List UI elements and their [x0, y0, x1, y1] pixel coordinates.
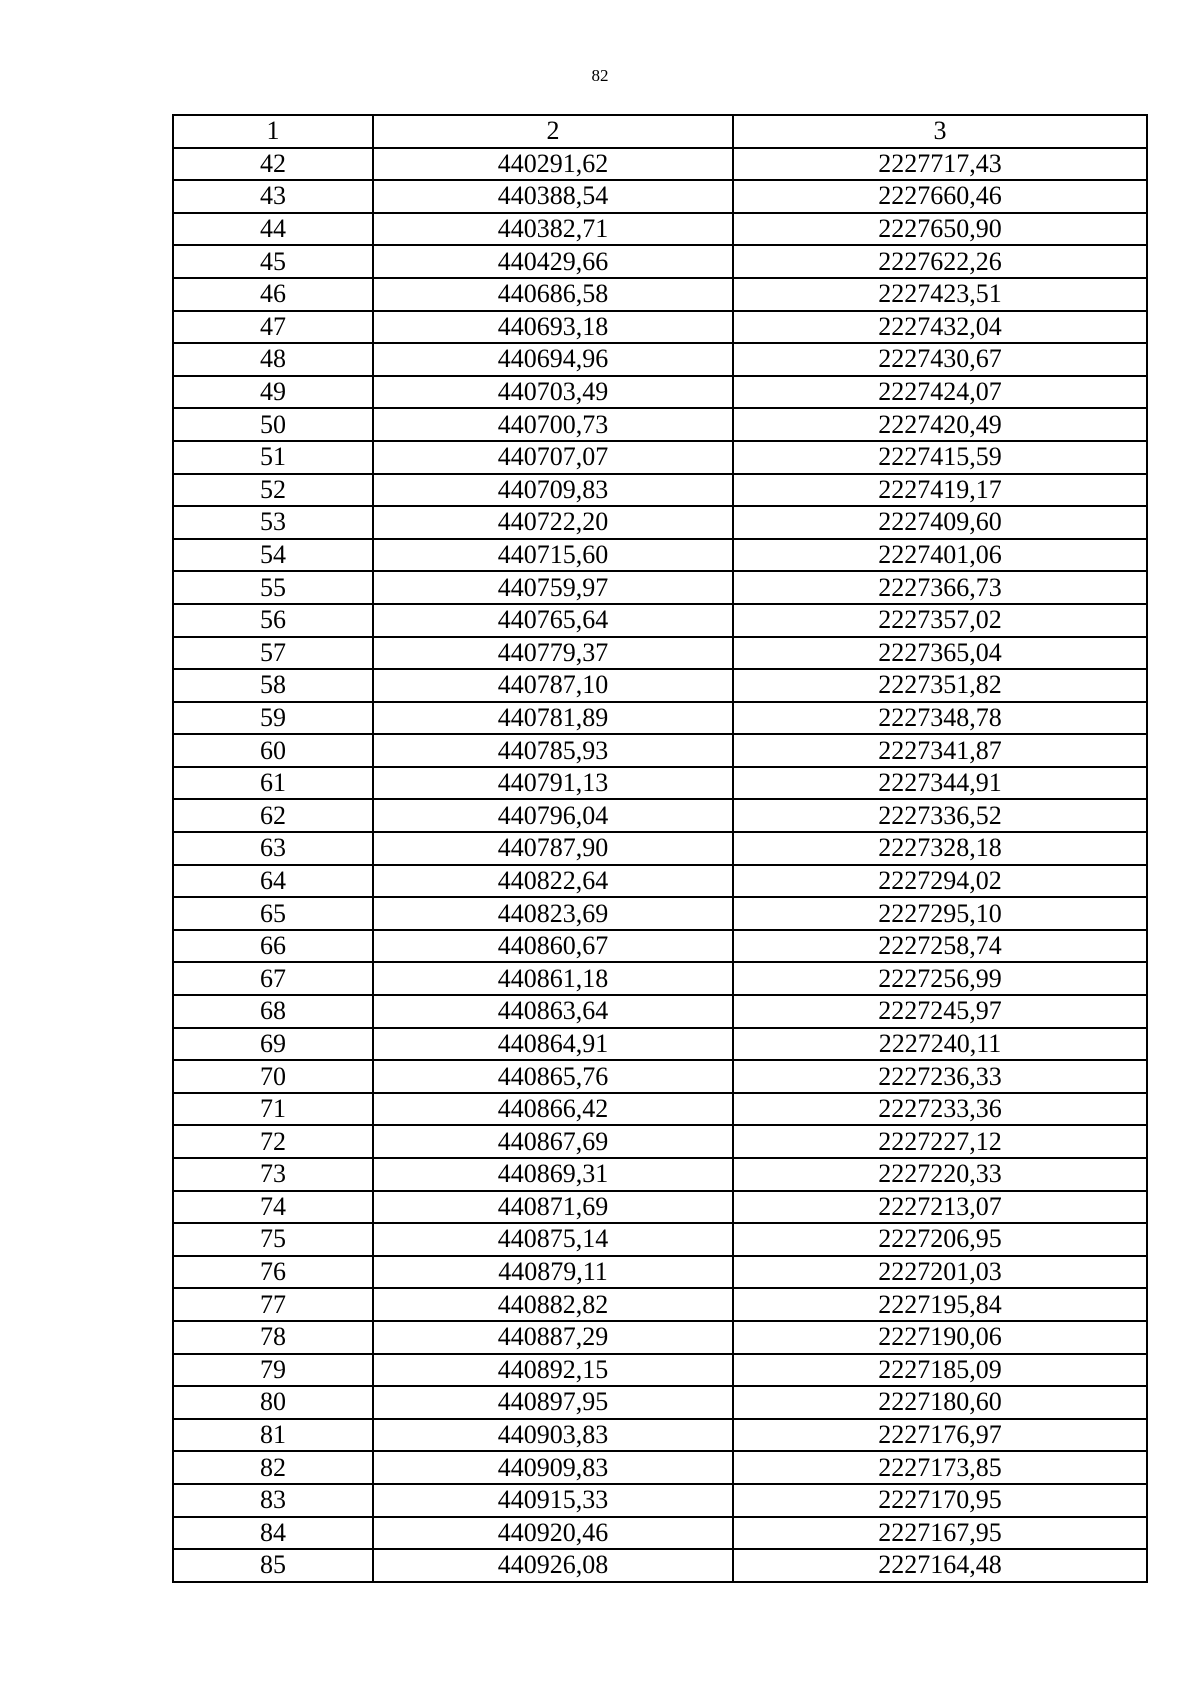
point-number-cell: 48 — [173, 343, 373, 376]
table-row — [173, 311, 1147, 344]
x-coordinate-cell: 440867,69 — [373, 1125, 733, 1158]
table-row — [173, 1517, 1147, 1550]
y-coordinate-cell: 2227164,48 — [733, 1549, 1147, 1582]
y-coordinate-cell: 2227180,60 — [733, 1386, 1147, 1419]
point-number-cell: 74 — [173, 1191, 373, 1224]
y-coordinate-cell: 2227420,49 — [733, 408, 1147, 441]
table-row — [173, 1158, 1147, 1191]
column-header-1: 1 — [173, 115, 373, 148]
table-row — [173, 799, 1147, 832]
table-row — [173, 930, 1147, 963]
x-coordinate-cell: 440765,64 — [373, 604, 733, 637]
point-number-cell: 71 — [173, 1093, 373, 1126]
x-coordinate-cell: 440926,08 — [373, 1549, 733, 1582]
table-row — [173, 148, 1147, 181]
y-coordinate-cell: 2227295,10 — [733, 897, 1147, 930]
x-coordinate-cell: 440866,42 — [373, 1093, 733, 1126]
table-row — [173, 995, 1147, 1028]
point-number-cell: 61 — [173, 767, 373, 800]
y-coordinate-cell: 2227415,59 — [733, 441, 1147, 474]
x-coordinate-cell: 440715,60 — [373, 539, 733, 572]
x-coordinate-cell: 440703,49 — [373, 376, 733, 409]
x-coordinate-cell: 440759,97 — [373, 571, 733, 604]
x-coordinate-cell: 440822,64 — [373, 865, 733, 898]
y-coordinate-cell: 2227328,18 — [733, 832, 1147, 865]
table-row — [173, 1549, 1147, 1582]
y-coordinate-cell: 2227357,02 — [733, 604, 1147, 637]
point-number-cell: 80 — [173, 1386, 373, 1419]
x-coordinate-cell: 440694,96 — [373, 343, 733, 376]
y-coordinate-cell: 2227233,36 — [733, 1093, 1147, 1126]
point-number-cell: 54 — [173, 539, 373, 572]
point-number-cell: 69 — [173, 1028, 373, 1061]
y-coordinate-cell: 2227201,03 — [733, 1256, 1147, 1289]
y-coordinate-cell: 2227336,52 — [733, 799, 1147, 832]
y-coordinate-cell: 2227341,87 — [733, 734, 1147, 767]
point-number-cell: 68 — [173, 995, 373, 1028]
x-coordinate-cell: 440791,13 — [373, 767, 733, 800]
table-row — [173, 571, 1147, 604]
column-header-3: 3 — [733, 115, 1147, 148]
x-coordinate-cell: 440382,71 — [373, 213, 733, 246]
point-number-cell: 82 — [173, 1451, 373, 1484]
table-row — [173, 1386, 1147, 1419]
x-coordinate-cell: 440686,58 — [373, 278, 733, 311]
y-coordinate-cell: 2227366,73 — [733, 571, 1147, 604]
y-coordinate-cell: 2227365,04 — [733, 637, 1147, 670]
point-number-cell: 52 — [173, 474, 373, 507]
point-number-cell: 43 — [173, 180, 373, 213]
y-coordinate-cell: 2227173,85 — [733, 1451, 1147, 1484]
y-coordinate-cell: 2227206,95 — [733, 1223, 1147, 1256]
point-number-cell: 60 — [173, 734, 373, 767]
point-number-cell: 73 — [173, 1158, 373, 1191]
table-row — [173, 343, 1147, 376]
x-coordinate-cell: 440785,93 — [373, 734, 733, 767]
x-coordinate-cell: 440909,83 — [373, 1451, 733, 1484]
x-coordinate-cell: 440864,91 — [373, 1028, 733, 1061]
table-row — [173, 1288, 1147, 1321]
table-row — [173, 1223, 1147, 1256]
table-row — [173, 897, 1147, 930]
y-coordinate-cell: 2227240,11 — [733, 1028, 1147, 1061]
point-number-cell: 47 — [173, 311, 373, 344]
table-row — [173, 278, 1147, 311]
point-number-cell: 85 — [173, 1549, 373, 1582]
y-coordinate-cell: 2227351,82 — [733, 669, 1147, 702]
table-row — [173, 702, 1147, 735]
y-coordinate-cell: 2227409,60 — [733, 506, 1147, 539]
y-coordinate-cell: 2227294,02 — [733, 865, 1147, 898]
y-coordinate-cell: 2227423,51 — [733, 278, 1147, 311]
x-coordinate-cell: 440882,82 — [373, 1288, 733, 1321]
y-coordinate-cell: 2227170,95 — [733, 1484, 1147, 1517]
table-row — [173, 213, 1147, 246]
table-row — [173, 376, 1147, 409]
table-row — [173, 539, 1147, 572]
table-row — [173, 1419, 1147, 1452]
y-coordinate-cell: 2227432,04 — [733, 311, 1147, 344]
table-row — [173, 1484, 1147, 1517]
y-coordinate-cell: 2227195,84 — [733, 1288, 1147, 1321]
table-row — [173, 1191, 1147, 1224]
point-number-cell: 50 — [173, 408, 373, 441]
table-row — [173, 1354, 1147, 1387]
point-number-cell: 56 — [173, 604, 373, 637]
point-number-cell: 64 — [173, 865, 373, 898]
x-coordinate-cell: 440291,62 — [373, 148, 733, 181]
point-number-cell: 49 — [173, 376, 373, 409]
table-row — [173, 1060, 1147, 1093]
table-row — [173, 1125, 1147, 1158]
point-number-cell: 55 — [173, 571, 373, 604]
x-coordinate-cell: 440429,66 — [373, 245, 733, 278]
point-number-cell: 76 — [173, 1256, 373, 1289]
y-coordinate-cell: 2227419,17 — [733, 474, 1147, 507]
point-number-cell: 45 — [173, 245, 373, 278]
y-coordinate-cell: 2227348,78 — [733, 702, 1147, 735]
y-coordinate-cell: 2227167,95 — [733, 1517, 1147, 1550]
point-number-cell: 84 — [173, 1517, 373, 1550]
x-coordinate-cell: 440796,04 — [373, 799, 733, 832]
x-coordinate-cell: 440865,76 — [373, 1060, 733, 1093]
point-number-cell: 81 — [173, 1419, 373, 1452]
table-row — [173, 669, 1147, 702]
table-row — [173, 1256, 1147, 1289]
table-row — [173, 734, 1147, 767]
y-coordinate-cell: 2227424,07 — [733, 376, 1147, 409]
y-coordinate-cell: 2227256,99 — [733, 962, 1147, 995]
point-number-cell: 72 — [173, 1125, 373, 1158]
x-coordinate-cell: 440787,10 — [373, 669, 733, 702]
point-number-cell: 79 — [173, 1354, 373, 1387]
x-coordinate-cell: 440861,18 — [373, 962, 733, 995]
point-number-cell: 46 — [173, 278, 373, 311]
x-coordinate-cell: 440860,67 — [373, 930, 733, 963]
y-coordinate-cell: 2227660,46 — [733, 180, 1147, 213]
x-coordinate-cell: 440700,73 — [373, 408, 733, 441]
x-coordinate-cell: 440722,20 — [373, 506, 733, 539]
x-coordinate-cell: 440915,33 — [373, 1484, 733, 1517]
x-coordinate-cell: 440871,69 — [373, 1191, 733, 1224]
y-coordinate-cell: 2227258,74 — [733, 930, 1147, 963]
point-number-cell: 78 — [173, 1321, 373, 1354]
point-number-cell: 65 — [173, 897, 373, 930]
x-coordinate-cell: 440892,15 — [373, 1354, 733, 1387]
table-row — [173, 962, 1147, 995]
x-coordinate-cell: 440388,54 — [373, 180, 733, 213]
y-coordinate-cell: 2227344,91 — [733, 767, 1147, 800]
table-body — [173, 148, 1147, 1582]
point-number-cell: 75 — [173, 1223, 373, 1256]
table-row — [173, 1093, 1147, 1126]
point-number-cell: 67 — [173, 962, 373, 995]
y-coordinate-cell: 2227220,33 — [733, 1158, 1147, 1191]
point-number-cell: 83 — [173, 1484, 373, 1517]
table-row — [173, 474, 1147, 507]
y-coordinate-cell: 2227430,67 — [733, 343, 1147, 376]
y-coordinate-cell: 2227236,33 — [733, 1060, 1147, 1093]
x-coordinate-cell: 440693,18 — [373, 311, 733, 344]
x-coordinate-cell: 440897,95 — [373, 1386, 733, 1419]
x-coordinate-cell: 440879,11 — [373, 1256, 733, 1289]
point-number-cell: 57 — [173, 637, 373, 670]
y-coordinate-cell: 2227650,90 — [733, 213, 1147, 246]
coordinates-table — [172, 114, 1148, 1583]
point-number-cell: 66 — [173, 930, 373, 963]
column-header-2: 2 — [373, 115, 733, 148]
y-coordinate-cell: 2227185,09 — [733, 1354, 1147, 1387]
point-number-cell: 59 — [173, 702, 373, 735]
table-row — [173, 832, 1147, 865]
y-coordinate-cell: 2227213,07 — [733, 1191, 1147, 1224]
point-number-cell: 51 — [173, 441, 373, 474]
x-coordinate-cell: 440779,37 — [373, 637, 733, 670]
table-row — [173, 865, 1147, 898]
table-row — [173, 408, 1147, 441]
table-row — [173, 637, 1147, 670]
y-coordinate-cell: 2227245,97 — [733, 995, 1147, 1028]
table-row — [173, 767, 1147, 800]
y-coordinate-cell: 2227622,26 — [733, 245, 1147, 278]
point-number-cell: 63 — [173, 832, 373, 865]
x-coordinate-cell: 440887,29 — [373, 1321, 733, 1354]
x-coordinate-cell: 440869,31 — [373, 1158, 733, 1191]
x-coordinate-cell: 440781,89 — [373, 702, 733, 735]
table-row — [173, 1028, 1147, 1061]
x-coordinate-cell: 440707,07 — [373, 441, 733, 474]
point-number-cell: 77 — [173, 1288, 373, 1321]
y-coordinate-cell: 2227401,06 — [733, 539, 1147, 572]
x-coordinate-cell: 440709,83 — [373, 474, 733, 507]
table-row — [173, 1451, 1147, 1484]
table-row — [173, 180, 1147, 213]
point-number-cell: 44 — [173, 213, 373, 246]
x-coordinate-cell: 440823,69 — [373, 897, 733, 930]
x-coordinate-cell: 440863,64 — [373, 995, 733, 1028]
point-number-cell: 58 — [173, 669, 373, 702]
table-row — [173, 506, 1147, 539]
table-row — [173, 1321, 1147, 1354]
point-number-cell: 42 — [173, 148, 373, 181]
point-number-cell: 62 — [173, 799, 373, 832]
x-coordinate-cell: 440920,46 — [373, 1517, 733, 1550]
table-header-row — [173, 115, 1147, 148]
point-number-cell: 70 — [173, 1060, 373, 1093]
y-coordinate-cell: 2227227,12 — [733, 1125, 1147, 1158]
x-coordinate-cell: 440787,90 — [373, 832, 733, 865]
table-row — [173, 604, 1147, 637]
y-coordinate-cell: 2227190,06 — [733, 1321, 1147, 1354]
table-row — [173, 245, 1147, 278]
table-row — [173, 441, 1147, 474]
x-coordinate-cell: 440903,83 — [373, 1419, 733, 1452]
point-number-cell: 53 — [173, 506, 373, 539]
x-coordinate-cell: 440875,14 — [373, 1223, 733, 1256]
page-number: 82 — [591, 66, 609, 85]
y-coordinate-cell: 2227176,97 — [733, 1419, 1147, 1452]
y-coordinate-cell: 2227717,43 — [733, 148, 1147, 181]
